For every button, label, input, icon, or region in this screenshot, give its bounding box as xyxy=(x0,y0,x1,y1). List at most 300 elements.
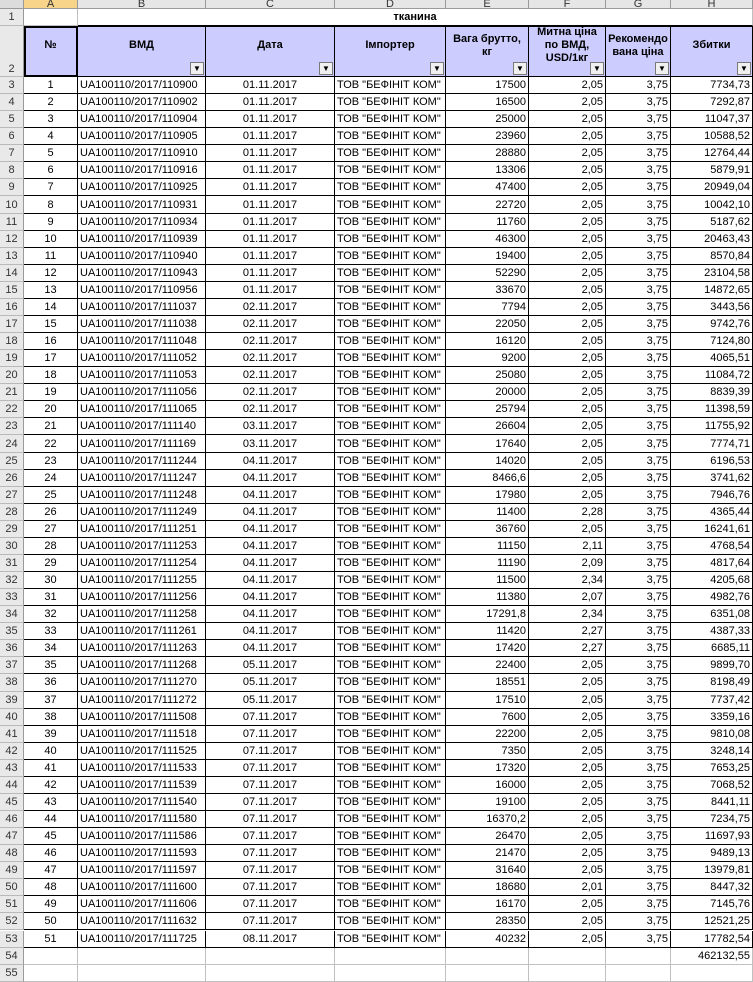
price-vmd-cell[interactable]: 2,07 xyxy=(529,589,606,606)
importer-cell[interactable]: ТОВ "БЕФІНІТ КОМ" xyxy=(335,709,446,726)
importer-cell[interactable]: ТОВ "БЕФІНІТ КОМ" xyxy=(335,913,446,930)
importer-cell[interactable]: ТОВ "БЕФІНІТ КОМ" xyxy=(335,333,446,350)
price-vmd-cell[interactable]: 2,05 xyxy=(529,453,606,470)
weight-cell[interactable]: 11760 xyxy=(446,214,529,231)
weight-cell[interactable]: 16370,2 xyxy=(446,811,529,828)
price-vmd-cell[interactable]: 2,05 xyxy=(529,470,606,487)
losses-cell[interactable]: 9742,76 xyxy=(671,316,753,333)
losses-cell[interactable]: 7946,76 xyxy=(671,487,753,504)
vmd-cell[interactable]: UA100110/2017/111540 xyxy=(78,794,206,811)
row-header[interactable]: 31 xyxy=(0,555,24,572)
date-cell[interactable]: 01.11.2017 xyxy=(206,128,335,145)
price-vmd-cell[interactable]: 2,05 xyxy=(529,845,606,862)
row-header[interactable]: 8 xyxy=(0,162,24,179)
vmd-cell[interactable]: UA100110/2017/111525 xyxy=(78,743,206,760)
column-header-b[interactable]: B xyxy=(78,0,206,9)
importer-cell[interactable]: ТОВ "БЕФІНІТ КОМ" xyxy=(335,453,446,470)
losses-cell[interactable]: 20463,43 xyxy=(671,231,753,248)
date-cell[interactable]: 07.11.2017 xyxy=(206,794,335,811)
recommended-price-cell[interactable]: 3,75 xyxy=(606,128,671,145)
importer-cell[interactable]: ТОВ "БЕФІНІТ КОМ" xyxy=(335,145,446,162)
filter-dropdown-icon[interactable]: ▼ xyxy=(737,62,751,75)
recommended-price-cell[interactable]: 3,75 xyxy=(606,777,671,794)
recommended-price-cell[interactable]: 3,75 xyxy=(606,896,671,913)
importer-cell[interactable]: ТОВ "БЕФІНІТ КОМ" xyxy=(335,931,446,948)
date-cell[interactable]: 01.11.2017 xyxy=(206,179,335,196)
row-header[interactable]: 15 xyxy=(0,282,24,299)
date-cell[interactable]: 07.11.2017 xyxy=(206,913,335,930)
row-number-cell[interactable]: 31 xyxy=(24,589,78,606)
date-cell[interactable]: 03.11.2017 xyxy=(206,435,335,452)
row-number-cell[interactable]: 44 xyxy=(24,811,78,828)
date-cell[interactable]: 03.11.2017 xyxy=(206,418,335,435)
recommended-price-cell[interactable]: 3,75 xyxy=(606,572,671,589)
row-header[interactable]: 28 xyxy=(0,504,24,521)
cell[interactable] xyxy=(335,965,446,982)
row-header[interactable]: 4 xyxy=(0,94,24,111)
weight-cell[interactable]: 17320 xyxy=(446,760,529,777)
price-vmd-cell[interactable]: 2,05 xyxy=(529,333,606,350)
date-cell[interactable]: 01.11.2017 xyxy=(206,94,335,111)
losses-cell[interactable]: 7145,76 xyxy=(671,896,753,913)
importer-cell[interactable]: ТОВ "БЕФІНІТ КОМ" xyxy=(335,555,446,572)
importer-cell[interactable]: ТОВ "БЕФІНІТ КОМ" xyxy=(335,401,446,418)
row-number-cell[interactable]: 19 xyxy=(24,384,78,401)
price-vmd-cell[interactable]: 2,05 xyxy=(529,913,606,930)
vmd-cell[interactable]: UA100110/2017/111593 xyxy=(78,845,206,862)
losses-cell[interactable]: 8447,32 xyxy=(671,879,753,896)
vmd-cell[interactable]: UA100110/2017/111255 xyxy=(78,572,206,589)
weight-cell[interactable]: 17291,8 xyxy=(446,606,529,623)
recommended-price-cell[interactable]: 3,75 xyxy=(606,709,671,726)
losses-cell[interactable]: 4768,54 xyxy=(671,538,753,555)
vmd-cell[interactable]: UA100110/2017/110931 xyxy=(78,196,206,213)
row-number-cell[interactable]: 9 xyxy=(24,214,78,231)
importer-cell[interactable]: ТОВ "БЕФІНІТ КОМ" xyxy=(335,231,446,248)
vmd-cell[interactable]: UA100110/2017/111539 xyxy=(78,777,206,794)
row-header[interactable]: 14 xyxy=(0,265,24,282)
vmd-cell[interactable]: UA100110/2017/111140 xyxy=(78,418,206,435)
cell[interactable] xyxy=(78,965,206,982)
importer-cell[interactable]: ТОВ "БЕФІНІТ КОМ" xyxy=(335,367,446,384)
weight-cell[interactable]: 17640 xyxy=(446,435,529,452)
row-number-cell[interactable]: 27 xyxy=(24,521,78,538)
importer-cell[interactable]: ТОВ "БЕФІНІТ КОМ" xyxy=(335,265,446,282)
recommended-price-cell[interactable]: 3,75 xyxy=(606,743,671,760)
row-header[interactable]: 3 xyxy=(0,77,24,94)
row-header[interactable]: 7 xyxy=(0,145,24,162)
row-number-cell[interactable]: 21 xyxy=(24,418,78,435)
losses-cell[interactable]: 8570,84 xyxy=(671,248,753,265)
recommended-price-cell[interactable]: 3,75 xyxy=(606,589,671,606)
date-cell[interactable]: 04.11.2017 xyxy=(206,538,335,555)
date-cell[interactable]: 07.11.2017 xyxy=(206,896,335,913)
row-number-cell[interactable]: 15 xyxy=(24,316,78,333)
vmd-cell[interactable]: UA100110/2017/111251 xyxy=(78,521,206,538)
recommended-price-cell[interactable]: 3,75 xyxy=(606,196,671,213)
recommended-price-cell[interactable]: 3,75 xyxy=(606,282,671,299)
column-header-c[interactable]: C xyxy=(206,0,335,9)
date-cell[interactable]: 05.11.2017 xyxy=(206,657,335,674)
importer-cell[interactable]: ТОВ "БЕФІНІТ КОМ" xyxy=(335,316,446,333)
row-number-cell[interactable]: 16 xyxy=(24,333,78,350)
recommended-price-cell[interactable]: 3,75 xyxy=(606,657,671,674)
losses-cell[interactable]: 7734,73 xyxy=(671,77,753,94)
row-number-cell[interactable]: 32 xyxy=(24,606,78,623)
row-header[interactable]: 21 xyxy=(0,384,24,401)
vmd-cell[interactable]: UA100110/2017/110900 xyxy=(78,77,206,94)
filter-dropdown-icon[interactable]: ▼ xyxy=(590,62,604,75)
recommended-price-cell[interactable]: 3,75 xyxy=(606,333,671,350)
losses-cell[interactable]: 7124,80 xyxy=(671,333,753,350)
price-vmd-cell[interactable]: 2,05 xyxy=(529,435,606,452)
recommended-price-cell[interactable]: 3,75 xyxy=(606,487,671,504)
price-vmd-cell[interactable]: 2,05 xyxy=(529,265,606,282)
filter-dropdown-icon[interactable]: ▼ xyxy=(319,62,333,75)
losses-cell[interactable]: 14872,65 xyxy=(671,282,753,299)
importer-cell[interactable]: ТОВ "БЕФІНІТ КОМ" xyxy=(335,794,446,811)
row-number-cell[interactable]: 8 xyxy=(24,196,78,213)
row-number-cell[interactable]: 35 xyxy=(24,657,78,674)
weight-cell[interactable]: 22400 xyxy=(446,657,529,674)
row-number-cell[interactable]: 13 xyxy=(24,282,78,299)
importer-cell[interactable]: ТОВ "БЕФІНІТ КОМ" xyxy=(335,487,446,504)
losses-cell[interactable]: 7774,71 xyxy=(671,435,753,452)
row-header[interactable]: 5 xyxy=(0,111,24,128)
row-number-cell[interactable]: 28 xyxy=(24,538,78,555)
price-vmd-cell[interactable]: 2,05 xyxy=(529,128,606,145)
losses-cell[interactable]: 8198,49 xyxy=(671,674,753,691)
losses-cell[interactable]: 8839,39 xyxy=(671,384,753,401)
row-header[interactable]: 1 xyxy=(0,9,24,26)
date-cell[interactable]: 04.11.2017 xyxy=(206,572,335,589)
weight-cell[interactable]: 7794 xyxy=(446,299,529,316)
vmd-cell[interactable]: UA100110/2017/110943 xyxy=(78,265,206,282)
price-vmd-cell[interactable]: 2,28 xyxy=(529,504,606,521)
row-number-cell[interactable]: 12 xyxy=(24,265,78,282)
row-number-cell[interactable]: 29 xyxy=(24,555,78,572)
importer-cell[interactable]: ТОВ "БЕФІНІТ КОМ" xyxy=(335,623,446,640)
losses-cell[interactable]: 4387,33 xyxy=(671,623,753,640)
date-cell[interactable]: 07.11.2017 xyxy=(206,862,335,879)
row-number-cell[interactable]: 14 xyxy=(24,299,78,316)
importer-cell[interactable]: ТОВ "БЕФІНІТ КОМ" xyxy=(335,162,446,179)
row-header[interactable]: 47 xyxy=(0,828,24,845)
recommended-price-cell[interactable]: 3,75 xyxy=(606,401,671,418)
losses-cell[interactable]: 7234,75 xyxy=(671,811,753,828)
recommended-price-cell[interactable]: 3,75 xyxy=(606,316,671,333)
losses-cell[interactable]: 4205,68 xyxy=(671,572,753,589)
date-cell[interactable]: 07.11.2017 xyxy=(206,726,335,743)
vmd-cell[interactable]: UA100110/2017/110904 xyxy=(78,111,206,128)
date-cell[interactable]: 07.11.2017 xyxy=(206,879,335,896)
importer-cell[interactable]: ТОВ "БЕФІНІТ КОМ" xyxy=(335,196,446,213)
recommended-price-cell[interactable]: 3,75 xyxy=(606,179,671,196)
recommended-price-cell[interactable]: 3,75 xyxy=(606,145,671,162)
header-weight[interactable] xyxy=(446,26,529,77)
losses-cell[interactable]: 5879,91 xyxy=(671,162,753,179)
vmd-cell[interactable]: UA100110/2017/111270 xyxy=(78,674,206,691)
losses-cell[interactable]: 12764,44 xyxy=(671,145,753,162)
row-header[interactable]: 38 xyxy=(0,674,24,691)
losses-cell[interactable]: 11084,72 xyxy=(671,367,753,384)
vmd-cell[interactable]: UA100110/2017/111597 xyxy=(78,862,206,879)
price-vmd-cell[interactable]: 2,05 xyxy=(529,299,606,316)
row-header[interactable]: 26 xyxy=(0,470,24,487)
price-vmd-cell[interactable]: 2,01 xyxy=(529,879,606,896)
importer-cell[interactable]: ТОВ "БЕФІНІТ КОМ" xyxy=(335,640,446,657)
row-number-cell[interactable]: 48 xyxy=(24,879,78,896)
weight-cell[interactable]: 19400 xyxy=(446,248,529,265)
row-number-cell[interactable]: 37 xyxy=(24,692,78,709)
date-cell[interactable]: 08.11.2017 xyxy=(206,931,335,948)
row-header[interactable]: 25 xyxy=(0,453,24,470)
losses-cell[interactable]: 11697,93 xyxy=(671,828,753,845)
cell[interactable] xyxy=(24,948,78,965)
price-vmd-cell[interactable]: 2,05 xyxy=(529,709,606,726)
date-cell[interactable]: 01.11.2017 xyxy=(206,196,335,213)
weight-cell[interactable]: 16120 xyxy=(446,333,529,350)
vmd-cell[interactable]: UA100110/2017/110925 xyxy=(78,179,206,196)
cell[interactable] xyxy=(606,948,671,965)
weight-cell[interactable]: 31640 xyxy=(446,862,529,879)
date-cell[interactable]: 07.11.2017 xyxy=(206,845,335,862)
select-all-corner[interactable] xyxy=(0,0,24,9)
importer-cell[interactable]: ТОВ "БЕФІНІТ КОМ" xyxy=(335,777,446,794)
losses-cell[interactable]: 4982,76 xyxy=(671,589,753,606)
weight-cell[interactable]: 9200 xyxy=(446,350,529,367)
row-header[interactable]: 48 xyxy=(0,845,24,862)
row-header[interactable]: 27 xyxy=(0,487,24,504)
price-vmd-cell[interactable]: 2,05 xyxy=(529,521,606,538)
row-header[interactable]: 36 xyxy=(0,640,24,657)
importer-cell[interactable]: ТОВ "БЕФІНІТ КОМ" xyxy=(335,606,446,623)
date-cell[interactable]: 04.11.2017 xyxy=(206,504,335,521)
vmd-cell[interactable]: UA100110/2017/110940 xyxy=(78,248,206,265)
losses-cell[interactable]: 11398,59 xyxy=(671,401,753,418)
vmd-cell[interactable]: UA100110/2017/111254 xyxy=(78,555,206,572)
weight-cell[interactable]: 22200 xyxy=(446,726,529,743)
importer-cell[interactable]: ТОВ "БЕФІНІТ КОМ" xyxy=(335,692,446,709)
column-header-a[interactable]: A xyxy=(24,0,78,9)
vmd-cell[interactable]: UA100110/2017/111533 xyxy=(78,760,206,777)
recommended-price-cell[interactable]: 3,75 xyxy=(606,504,671,521)
date-cell[interactable]: 07.11.2017 xyxy=(206,709,335,726)
column-header-h[interactable]: H xyxy=(671,0,753,9)
importer-cell[interactable]: ТОВ "БЕФІНІТ КОМ" xyxy=(335,521,446,538)
price-vmd-cell[interactable]: 2,05 xyxy=(529,862,606,879)
recommended-price-cell[interactable]: 3,75 xyxy=(606,470,671,487)
recommended-price-cell[interactable]: 3,75 xyxy=(606,555,671,572)
sheet-title[interactable]: тканина xyxy=(78,9,753,26)
weight-cell[interactable]: 33670 xyxy=(446,282,529,299)
date-cell[interactable]: 04.11.2017 xyxy=(206,589,335,606)
row-number-cell[interactable]: 47 xyxy=(24,862,78,879)
weight-cell[interactable]: 26470 xyxy=(446,828,529,845)
row-header[interactable]: 17 xyxy=(0,316,24,333)
recommended-price-cell[interactable]: 3,75 xyxy=(606,828,671,845)
weight-cell[interactable]: 28350 xyxy=(446,913,529,930)
row-header[interactable]: 51 xyxy=(0,896,24,913)
price-vmd-cell[interactable]: 2,34 xyxy=(529,572,606,589)
cell[interactable] xyxy=(606,965,671,982)
date-cell[interactable]: 04.11.2017 xyxy=(206,470,335,487)
weight-cell[interactable]: 11380 xyxy=(446,589,529,606)
filter-dropdown-icon[interactable]: ▼ xyxy=(655,62,669,75)
date-cell[interactable]: 07.11.2017 xyxy=(206,743,335,760)
importer-cell[interactable]: ТОВ "БЕФІНІТ КОМ" xyxy=(335,248,446,265)
header-importer[interactable] xyxy=(335,26,446,77)
price-vmd-cell[interactable]: 2,05 xyxy=(529,94,606,111)
losses-cell[interactable]: 4365,44 xyxy=(671,504,753,521)
weight-cell[interactable]: 11400 xyxy=(446,504,529,521)
price-vmd-cell[interactable]: 2,11 xyxy=(529,538,606,555)
row-number-cell[interactable]: 30 xyxy=(24,572,78,589)
vmd-cell[interactable]: UA100110/2017/110902 xyxy=(78,94,206,111)
recommended-price-cell[interactable]: 3,75 xyxy=(606,418,671,435)
row-number-cell[interactable]: 18 xyxy=(24,367,78,384)
recommended-price-cell[interactable]: 3,75 xyxy=(606,521,671,538)
header-num[interactable] xyxy=(24,26,78,77)
row-header[interactable]: 2 xyxy=(0,26,24,77)
vmd-cell[interactable]: UA100110/2017/111272 xyxy=(78,692,206,709)
weight-cell[interactable]: 25000 xyxy=(446,111,529,128)
row-number-cell[interactable]: 51 xyxy=(24,931,78,948)
losses-cell[interactable]: 3359,16 xyxy=(671,709,753,726)
price-vmd-cell[interactable]: 2,05 xyxy=(529,760,606,777)
losses-cell[interactable]: 11047,37 xyxy=(671,111,753,128)
importer-cell[interactable]: ТОВ "БЕФІНІТ КОМ" xyxy=(335,77,446,94)
row-header[interactable]: 35 xyxy=(0,623,24,640)
price-vmd-cell[interactable]: 2,05 xyxy=(529,401,606,418)
cell[interactable] xyxy=(206,965,335,982)
date-cell[interactable]: 02.11.2017 xyxy=(206,350,335,367)
vmd-cell[interactable]: UA100110/2017/111256 xyxy=(78,589,206,606)
date-cell[interactable]: 02.11.2017 xyxy=(206,384,335,401)
date-cell[interactable]: 02.11.2017 xyxy=(206,316,335,333)
row-number-cell[interactable]: 22 xyxy=(24,435,78,452)
importer-cell[interactable]: ТОВ "БЕФІНІТ КОМ" xyxy=(335,435,446,452)
price-vmd-cell[interactable]: 2,05 xyxy=(529,316,606,333)
recommended-price-cell[interactable]: 3,75 xyxy=(606,111,671,128)
losses-cell[interactable]: 13979,81 xyxy=(671,862,753,879)
recommended-price-cell[interactable]: 3,75 xyxy=(606,879,671,896)
price-vmd-cell[interactable]: 2,05 xyxy=(529,248,606,265)
losses-cell[interactable]: 17782,54 xyxy=(671,931,753,948)
importer-cell[interactable]: ТОВ "БЕФІНІТ КОМ" xyxy=(335,350,446,367)
weight-cell[interactable]: 17980 xyxy=(446,487,529,504)
losses-cell[interactable]: 9489,13 xyxy=(671,845,753,862)
weight-cell[interactable]: 17500 xyxy=(446,77,529,94)
column-header-g[interactable]: G xyxy=(606,0,671,9)
losses-cell[interactable]: 4065,51 xyxy=(671,350,753,367)
losses-cell[interactable]: 9899,70 xyxy=(671,657,753,674)
date-cell[interactable]: 01.11.2017 xyxy=(206,214,335,231)
vmd-cell[interactable]: UA100110/2017/111038 xyxy=(78,316,206,333)
weight-cell[interactable]: 25080 xyxy=(446,367,529,384)
header-recommended[interactable] xyxy=(606,26,671,77)
date-cell[interactable]: 07.11.2017 xyxy=(206,777,335,794)
losses-cell[interactable]: 10588,52 xyxy=(671,128,753,145)
row-header[interactable]: 12 xyxy=(0,231,24,248)
losses-cell[interactable]: 7653,25 xyxy=(671,760,753,777)
date-cell[interactable]: 07.11.2017 xyxy=(206,811,335,828)
row-number-cell[interactable]: 49 xyxy=(24,896,78,913)
importer-cell[interactable]: ТОВ "БЕФІНІТ КОМ" xyxy=(335,811,446,828)
header-date[interactable] xyxy=(206,26,335,77)
vmd-cell[interactable]: UA100110/2017/111247 xyxy=(78,470,206,487)
importer-cell[interactable]: ТОВ "БЕФІНІТ КОМ" xyxy=(335,726,446,743)
row-header[interactable]: 33 xyxy=(0,589,24,606)
date-cell[interactable]: 01.11.2017 xyxy=(206,162,335,179)
price-vmd-cell[interactable]: 2,05 xyxy=(529,282,606,299)
price-vmd-cell[interactable]: 2,05 xyxy=(529,196,606,213)
cell[interactable] xyxy=(529,948,606,965)
row-number-cell[interactable]: 6 xyxy=(24,162,78,179)
row-header[interactable]: 49 xyxy=(0,862,24,879)
row-header[interactable]: 29 xyxy=(0,521,24,538)
vmd-cell[interactable]: UA100110/2017/111586 xyxy=(78,828,206,845)
row-header[interactable]: 54 xyxy=(0,948,24,965)
price-vmd-cell[interactable]: 2,05 xyxy=(529,896,606,913)
row-number-cell[interactable]: 24 xyxy=(24,470,78,487)
vmd-cell[interactable]: UA100110/2017/110905 xyxy=(78,128,206,145)
vmd-cell[interactable]: UA100110/2017/111263 xyxy=(78,640,206,657)
importer-cell[interactable]: ТОВ "БЕФІНІТ КОМ" xyxy=(335,418,446,435)
row-number-cell[interactable]: 26 xyxy=(24,504,78,521)
importer-cell[interactable]: ТОВ "БЕФІНІТ КОМ" xyxy=(335,862,446,879)
weight-cell[interactable]: 16170 xyxy=(446,896,529,913)
price-vmd-cell[interactable]: 2,05 xyxy=(529,77,606,94)
weight-cell[interactable]: 11420 xyxy=(446,623,529,640)
price-vmd-cell[interactable]: 2,05 xyxy=(529,657,606,674)
row-number-cell[interactable]: 7 xyxy=(24,179,78,196)
column-header-d[interactable]: D xyxy=(335,0,446,9)
price-vmd-cell[interactable]: 2,27 xyxy=(529,640,606,657)
recommended-price-cell[interactable]: 3,75 xyxy=(606,794,671,811)
date-cell[interactable]: 05.11.2017 xyxy=(206,692,335,709)
row-header[interactable]: 24 xyxy=(0,435,24,452)
weight-cell[interactable]: 28880 xyxy=(446,145,529,162)
row-number-cell[interactable]: 50 xyxy=(24,913,78,930)
importer-cell[interactable]: ТОВ "БЕФІНІТ КОМ" xyxy=(335,538,446,555)
importer-cell[interactable]: ТОВ "БЕФІНІТ КОМ" xyxy=(335,128,446,145)
row-number-cell[interactable]: 20 xyxy=(24,401,78,418)
recommended-price-cell[interactable]: 3,75 xyxy=(606,811,671,828)
date-cell[interactable]: 05.11.2017 xyxy=(206,674,335,691)
row-header[interactable]: 16 xyxy=(0,299,24,316)
vmd-cell[interactable]: UA100110/2017/111048 xyxy=(78,333,206,350)
importer-cell[interactable]: ТОВ "БЕФІНІТ КОМ" xyxy=(335,179,446,196)
row-number-cell[interactable]: 17 xyxy=(24,350,78,367)
importer-cell[interactable]: ТОВ "БЕФІНІТ КОМ" xyxy=(335,470,446,487)
row-number-cell[interactable]: 1 xyxy=(24,77,78,94)
vmd-cell[interactable]: UA100110/2017/111249 xyxy=(78,504,206,521)
date-cell[interactable]: 04.11.2017 xyxy=(206,521,335,538)
total-losses-cell[interactable]: 462132,55 xyxy=(671,948,753,965)
recommended-price-cell[interactable]: 3,75 xyxy=(606,845,671,862)
cell[interactable] xyxy=(24,9,78,26)
row-header[interactable]: 13 xyxy=(0,248,24,265)
date-cell[interactable]: 01.11.2017 xyxy=(206,145,335,162)
weight-cell[interactable]: 23960 xyxy=(446,128,529,145)
row-number-cell[interactable]: 3 xyxy=(24,111,78,128)
vmd-cell[interactable]: UA100110/2017/110934 xyxy=(78,214,206,231)
cell[interactable] xyxy=(335,948,446,965)
recommended-price-cell[interactable]: 3,75 xyxy=(606,435,671,452)
recommended-price-cell[interactable]: 3,75 xyxy=(606,162,671,179)
price-vmd-cell[interactable]: 2,05 xyxy=(529,350,606,367)
